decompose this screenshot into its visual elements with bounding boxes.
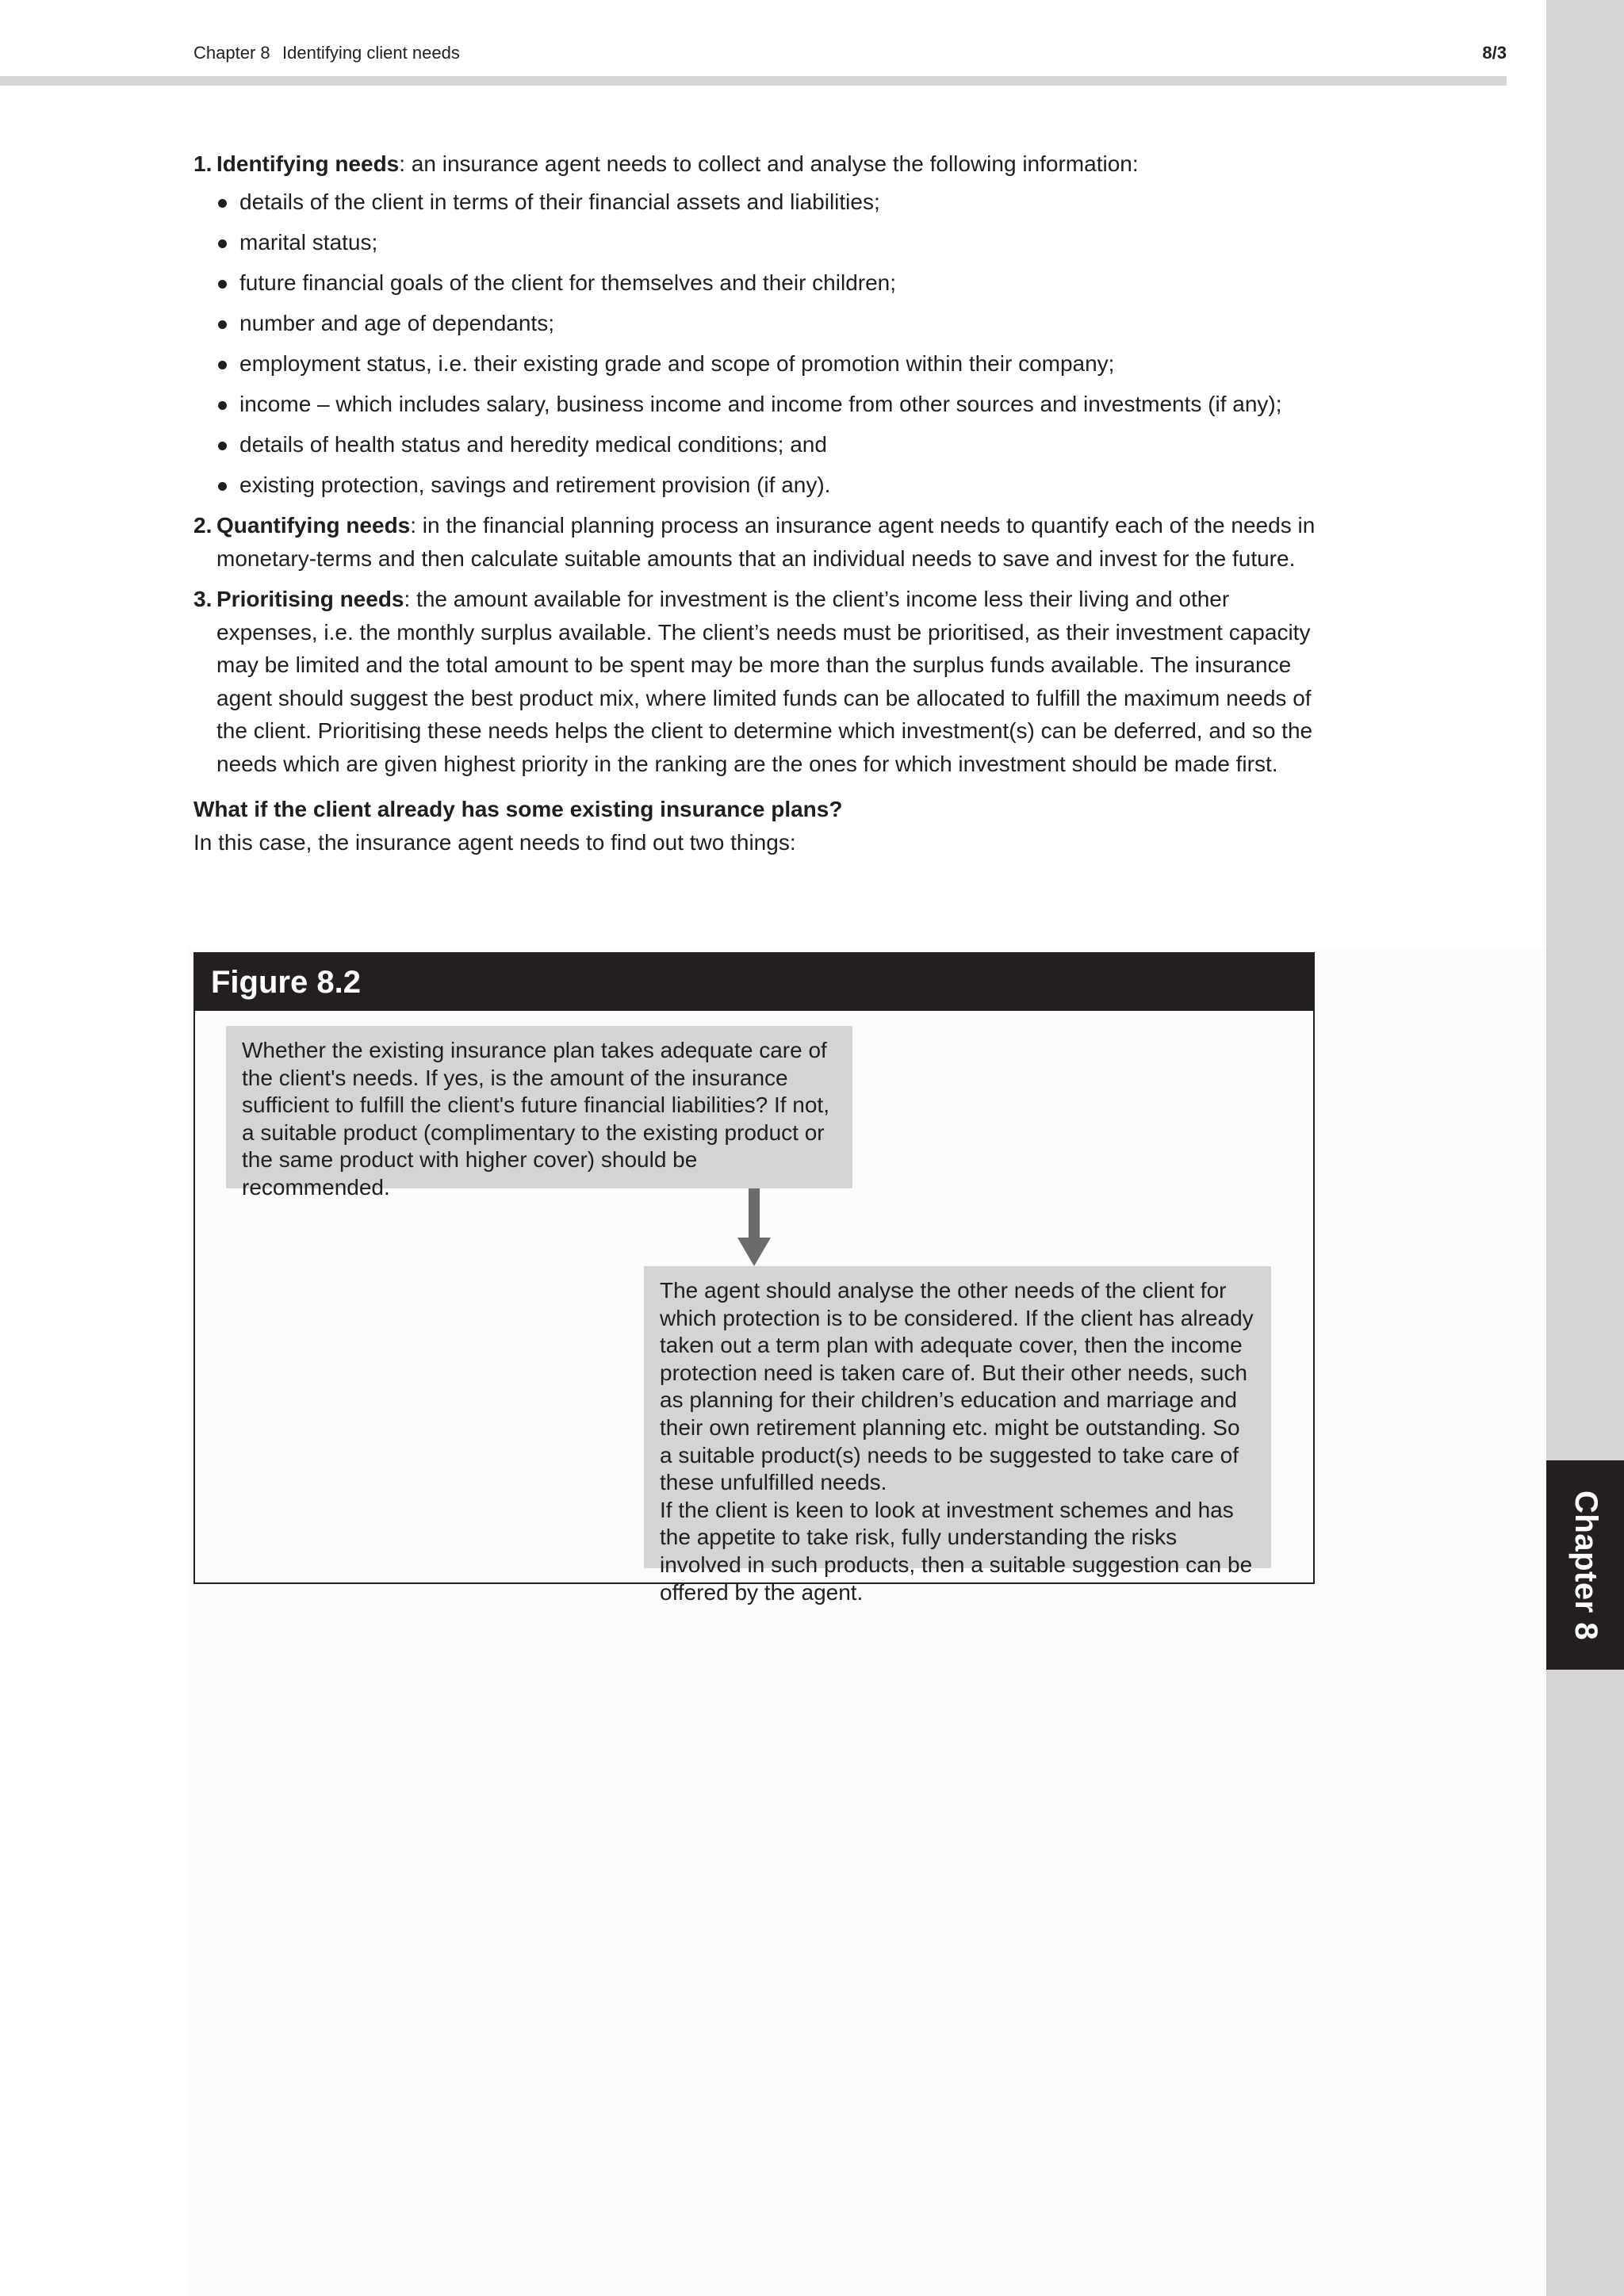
- figure-box-text: The agent should analyse the other needs of the client for which protection is to be considered. If the client has already taken out a term plan with adequate cover, then the income protection need is taken care of. But their other needs, such as planning for their children’s education and marriage and their own retirement planning etc. might be outstanding. So a suitable product(s) needs to be suggested to take care of these unfulfilled needs.: [660, 1278, 1254, 1495]
- main-content: [193, 147, 1320, 859]
- page-header: [193, 43, 1507, 70]
- list-item: future financial goals of the client for themselves and their children;: [216, 266, 1320, 300]
- item-number: 2.: [193, 513, 213, 538]
- figure-title: Figure 8.2: [195, 954, 1313, 1011]
- figure-box-other-needs: [644, 1266, 1271, 1605]
- figure-8-2: [193, 952, 1315, 1605]
- item-number: 1.: [193, 151, 213, 176]
- list-item: marital status;: [216, 226, 1320, 259]
- figure-box-text: If the client is keen to look at investment schemes and has the appetite to take risk, fully understanding the risks involved in such products, then a suitable suggestion can be offered by the agent.: [660, 1497, 1253, 1605]
- down-arrow-icon: [734, 1188, 774, 1268]
- list-item: employment status, i.e. their existing grade and scope of promotion within their company;: [216, 347, 1320, 381]
- figure-box-existing-plan: Whether the existing insurance plan takes adequate care of the client's needs. If yes, is the amount of the insurance sufficient to fulfill the client's future financial liabilities? If not, a suitable product (complimentary to the existing product or the same product with higher cover) should be recommended.: [226, 1026, 852, 1188]
- header-title: Identifying client needs: [282, 43, 460, 63]
- item-text: : the amount available for investment is the client’s income less their living and other expenses, i.e. the monthly surplus available. The client’s needs must be prioritised, as their investment capacity may be limited and the total amount to be spent may be more than the surplus funds available. The insurance agent should suggest the best product mix, where limited funds can be allocated to fulfill the maximum needs of the client. Prioritising these needs helps the client to determine which investment(s) can be deferred, and so the needs which are given highest priority in the ranking are the ones for which investment should be made first.: [216, 587, 1313, 776]
- question-intro: In this case, the insurance agent needs to find out two things:: [193, 829, 796, 855]
- item-text: : in the financial planning process an insurance agent needs to quantify each of the needs in monetary-terms and then calculate suitable amounts that an individual needs to save and invest for the future.: [216, 513, 1316, 571]
- list-item: details of the client in terms of their financial assets and liabilities;: [216, 186, 1320, 219]
- question-heading: What if the client already has some existing insurance plans?: [193, 797, 843, 821]
- side-strip: [1546, 0, 1624, 2296]
- list-item: income – which includes salary, business income and income from other sources and investments (if any);: [216, 388, 1320, 421]
- page-number: 8/3: [1482, 43, 1507, 63]
- header-rule: [0, 76, 1507, 86]
- numbered-item-identifying-needs: [193, 147, 1320, 501]
- item-heading: Quantifying needs: [216, 513, 411, 538]
- numbered-item-quantifying-needs: [193, 509, 1320, 575]
- item-heading: Identifying needs: [216, 151, 400, 176]
- information-bullet-list: [216, 186, 1320, 502]
- chapter-tab[interactable]: [1546, 1460, 1624, 1670]
- header-chapter: Chapter 8: [193, 43, 270, 63]
- item-number: 3.: [193, 587, 213, 611]
- numbered-item-prioritising-needs: [193, 583, 1320, 780]
- chapter-tab-label: Chapter 8: [1568, 1490, 1603, 1640]
- list-item: details of health status and heredity medical conditions; and: [216, 428, 1320, 461]
- list-item: existing protection, savings and retirement provision (if any).: [216, 469, 1320, 502]
- item-text: : an insurance agent needs to collect and analyse the following information:: [399, 151, 1139, 176]
- item-heading: Prioritising needs: [216, 587, 404, 611]
- list-item: number and age of dependants;: [216, 307, 1320, 340]
